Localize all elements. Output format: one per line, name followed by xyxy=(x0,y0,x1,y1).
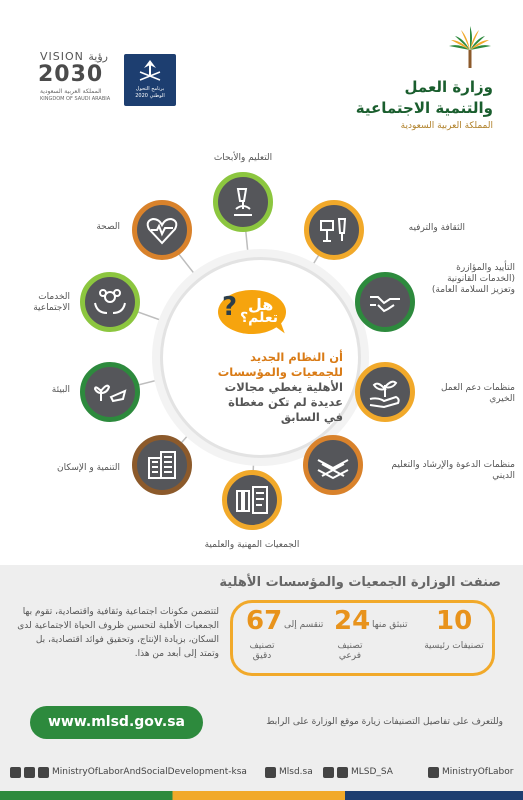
fine-count-label: تصنيف دقيق xyxy=(249,641,275,661)
social-handle-facebook[interactable]: MinistryOfLaborAndSocialDevelopment-ksa xyxy=(52,767,247,777)
sub-count-label: تصنيف فرعي xyxy=(337,641,363,661)
instagram-icon[interactable] xyxy=(337,767,348,778)
ntp-line2: الوطني 2020 xyxy=(135,93,165,99)
split-text: تنقسم إلى xyxy=(284,620,324,630)
microscope-icon xyxy=(224,183,262,221)
center-line2: للجمعيات والمؤسسات xyxy=(217,365,343,379)
node-environment xyxy=(80,362,140,422)
question-mark: ? xyxy=(222,292,238,322)
label-culture: الثقافة والترفيه xyxy=(408,223,465,233)
environment-icon xyxy=(91,373,129,411)
ministry-name-line1: وزارة العمل xyxy=(404,78,493,96)
charity-plant-icon xyxy=(366,373,404,411)
vision-country-en: KINGDOM OF SAUDI ARABIA xyxy=(40,96,111,102)
label-health: الصحة xyxy=(96,222,120,232)
ministry-name-line2: والتنمية الاجتماعية xyxy=(355,99,493,117)
ntp-line1: برنامج التحول xyxy=(135,86,165,92)
label-charity: منظمات دعم العمل الخيري xyxy=(440,383,515,404)
vision-year: 2030 xyxy=(38,62,104,87)
building-icon xyxy=(143,446,181,484)
label-religious: منظمات الدعوة والإرشاد والتعليم الديني xyxy=(391,460,515,481)
node-professional xyxy=(222,470,282,530)
handshake-icon xyxy=(366,283,404,321)
bubble-text-2: تعلم؟ xyxy=(240,310,278,326)
node-religious xyxy=(303,435,363,495)
ministry-country: المملكة العربية السعودية xyxy=(400,121,493,131)
classification-description: لتتضمن مكونات اجتماعية وثقافية واقتصادية، تقوم بها الجمعيات الأهلية لتحسين ظروف الحياة الاجتماعية لدى السكان، بزيادة الإنتاج، وتحقيق فوائد اقتصادية، بل وتمتد إلى أبعد من هذا. xyxy=(17,607,219,659)
social-handle-web[interactable]: Mlsd.sa xyxy=(279,767,313,777)
center-line3: الأهلية يغطي مجالات xyxy=(224,380,343,394)
node-health xyxy=(132,200,192,260)
professional-icon xyxy=(233,481,271,519)
node-housing xyxy=(132,435,192,495)
node-social-services xyxy=(80,272,140,332)
node-education xyxy=(213,172,273,232)
youtube-icon[interactable] xyxy=(428,767,439,778)
twitter-icon[interactable] xyxy=(323,767,334,778)
center-line1: أن النظام الجديد xyxy=(250,350,343,364)
label-housing: التنمية و الإسكان xyxy=(57,463,120,473)
culture-icon xyxy=(315,211,353,249)
footer-color-bar xyxy=(0,791,523,800)
vision-country-ar: المملكة العربية السعودية xyxy=(40,88,102,95)
node-advocacy xyxy=(355,272,415,332)
heart-health-icon xyxy=(143,211,181,249)
label-environment: البيئة xyxy=(51,385,70,395)
web-icon[interactable] xyxy=(265,767,276,778)
google-plus-icon[interactable] xyxy=(10,767,21,778)
linkedin-icon[interactable] xyxy=(24,767,35,778)
label-social-services: الخدمات الاجتماعية xyxy=(33,292,70,313)
center-line5: في السابق xyxy=(280,410,343,424)
label-professional: الجمعيات المهنية والعلمية xyxy=(204,540,300,550)
label-education: التعليم والأبحاث xyxy=(213,153,273,163)
quran-stand-icon xyxy=(314,446,352,484)
social-handle-youtube[interactable]: MinistryOfLabor xyxy=(442,767,514,777)
social-services-icon xyxy=(91,283,129,321)
social-handle-twitter[interactable]: MLSD_SA xyxy=(351,767,393,777)
website-cta-text: وللتعرف على تفاصيل التصنيفات زيارة موقع الوزارة على الرابط xyxy=(266,717,503,727)
center-line4: عديدة لم تكن مغطاة xyxy=(228,395,343,409)
fine-count: 67 xyxy=(246,606,283,636)
main-count-label: تصنيفات رئيسية xyxy=(424,641,484,651)
branch-text: تنبثق منها xyxy=(372,620,408,630)
bubble-text-1: هل xyxy=(248,295,274,314)
sub-count: 24 xyxy=(334,606,371,636)
label-advocacy: التأييد والمؤازرة (الخدمات القانونية وتعزيز السلامة العامة) xyxy=(431,263,515,295)
node-culture xyxy=(304,200,364,260)
vision-label: VISION رؤية xyxy=(40,50,108,63)
classification-title: صنفت الوزارة الجمعيات والمؤسسات الأهلية xyxy=(219,575,501,590)
node-charity xyxy=(355,362,415,422)
facebook-icon[interactable] xyxy=(38,767,49,778)
website-link[interactable]: www.mlsd.gov.sa xyxy=(30,706,203,739)
center-statement xyxy=(168,350,343,425)
main-count: 10 xyxy=(436,606,473,636)
